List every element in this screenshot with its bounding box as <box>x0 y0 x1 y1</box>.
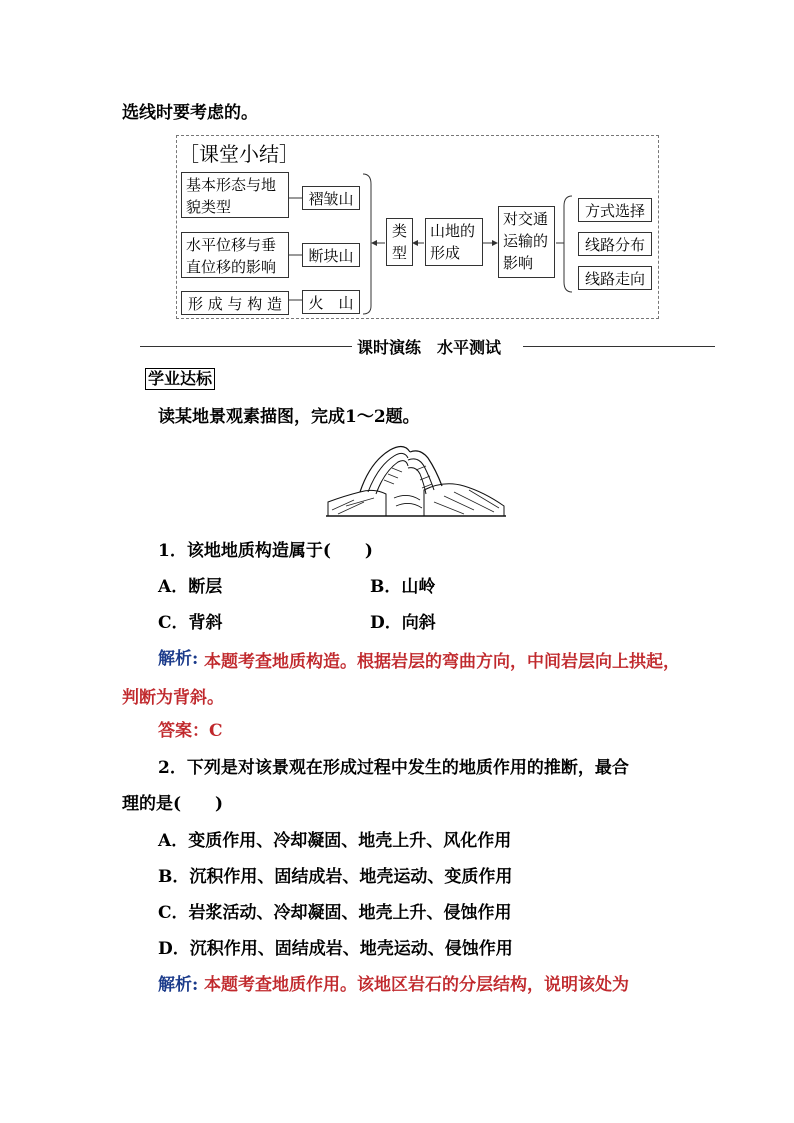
question-2-option-d: D．沉积作用、固结成岩、地壳运动、侵蚀作用 <box>158 939 513 959</box>
question-2-analysis: 本题考查地质作用。该地区岩石的分层结构，说明该处为 <box>204 975 629 995</box>
summary-diagram <box>176 135 659 319</box>
summary-right-1: 方式选择 <box>578 198 652 222</box>
question-2-option-c: C．岩浆活动、冷却凝固、地壳上升、侵蚀作用 <box>158 903 512 923</box>
summary-formation: 山地的形成 <box>425 218 483 266</box>
question-1-option-a: A．断层 <box>158 577 223 597</box>
summary-left-3: 形 成 与 构 造 <box>181 291 289 315</box>
question-1-option-d: D．向斜 <box>370 613 436 633</box>
summary-left-2: 水平位移与垂直位移的影响 <box>181 232 289 278</box>
summary-type: 类型 <box>386 218 413 266</box>
summary-right-3: 线路走向 <box>578 266 652 290</box>
summary-left-1: 基本形态与地貌类型 <box>181 172 289 218</box>
summary-mid-1: 褶皱山 <box>302 186 360 210</box>
question-2-analysis-label: 解析: <box>158 975 199 995</box>
section-bar-title: 课时演练 水平测试 <box>357 338 502 357</box>
summary-mid-3: 火 山 <box>302 290 360 314</box>
section-divider <box>140 335 715 357</box>
question-prompt: 读某地景观素描图，完成1～2题。 <box>158 407 420 427</box>
summary-influence: 对交通运输的影响 <box>498 206 555 278</box>
summary-title: ［课堂小结］ <box>179 142 299 166</box>
question-1-option-c: C．背斜 <box>158 613 223 633</box>
question-2-stem-line-2: 理的是( ) <box>122 794 224 814</box>
question-1-analysis: 本题考查地质构造。根据岩层的弯曲方向，中间岩层向上拱起，判断为背斜。 <box>122 652 680 708</box>
section-tag: 学业达标 <box>145 368 215 390</box>
question-2-stem-line-1: 2．下列是对该景观在形成过程中发生的地质作用的推断，最合 <box>158 758 629 778</box>
question-2-option-b: B．沉积作用、固结成岩、地壳运动、变质作用 <box>158 867 513 887</box>
landscape-sketch <box>324 440 510 520</box>
question-1-analysis-label: 解析: <box>158 649 199 669</box>
intro-tail: 选线时要考虑的。 <box>122 103 258 123</box>
question-1-stem: 1．该地地质构造属于( ) <box>158 541 373 561</box>
summary-mid-2: 断块山 <box>302 243 360 267</box>
summary-right-2: 线路分布 <box>578 232 652 256</box>
question-1-option-b: B．山岭 <box>370 577 436 597</box>
question-1-answer: 答案：C <box>158 721 223 741</box>
question-2-option-a: A．变质作用、冷却凝固、地壳上升、风化作用 <box>158 831 512 851</box>
